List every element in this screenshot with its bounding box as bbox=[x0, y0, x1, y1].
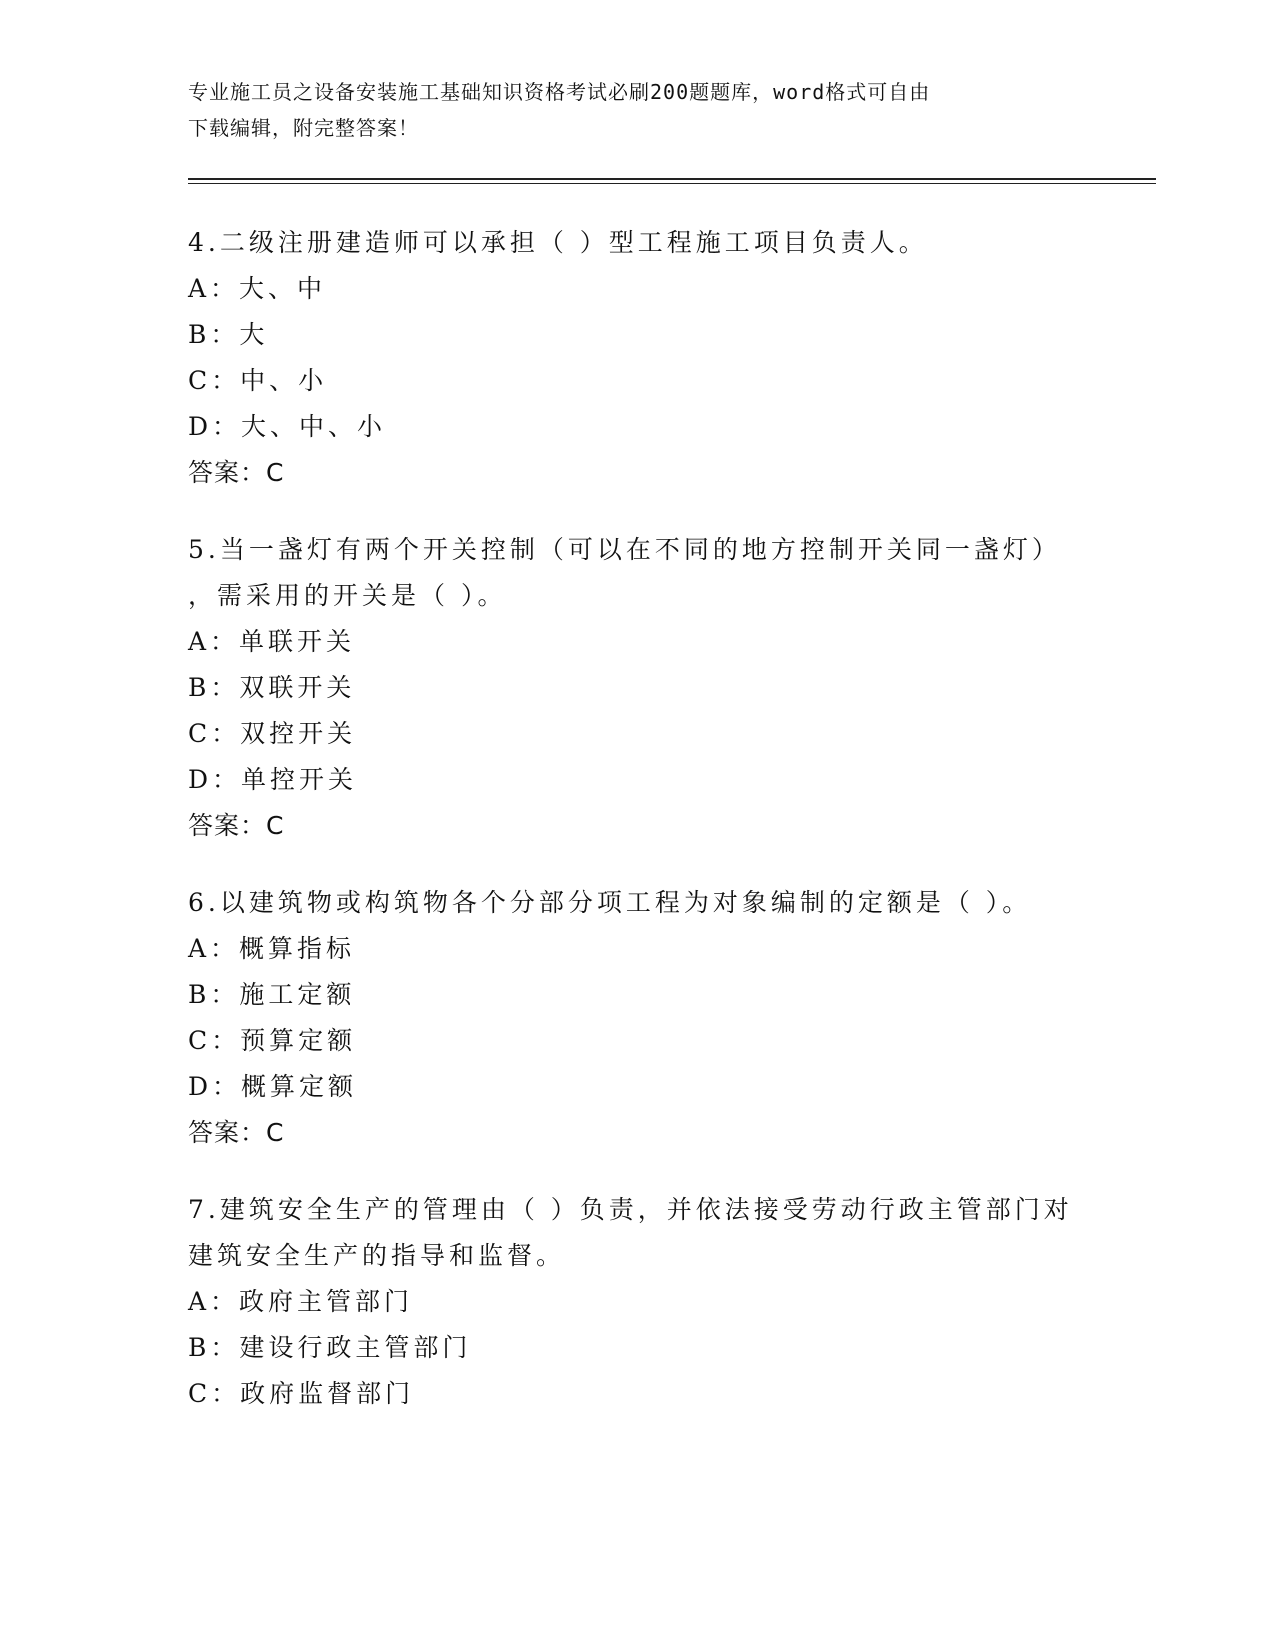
header-divider-thick bbox=[188, 178, 1156, 180]
question-stem: 4.二级注册建造师可以承担（ ）型工程施工项目负责人。 bbox=[188, 228, 928, 257]
option-b: B：双联开关 bbox=[188, 673, 356, 702]
question-4 bbox=[188, 220, 1128, 496]
question-stem: 7.建筑安全生产的管理由（ ）负责，并依法接受劳动行政主管部门对 bbox=[188, 1195, 1073, 1224]
header-divider-thin bbox=[188, 183, 1156, 184]
question-stem: 6.以建筑物或构筑物各个分部分项工程为对象编制的定额是（ ）。 bbox=[188, 888, 1032, 917]
option-c: C：预算定额 bbox=[188, 1026, 357, 1055]
option-c: C：中、小 bbox=[188, 366, 328, 395]
question-7 bbox=[188, 1187, 1128, 1417]
header-line-1: 专业施工员之设备安装施工基础知识资格考试必刷200题题库，word格式可自由 bbox=[188, 80, 931, 104]
question-6 bbox=[188, 880, 1128, 1156]
answer: 答案：C bbox=[188, 458, 285, 487]
option-c: C：政府监督部门 bbox=[188, 1379, 415, 1408]
answer: 答案：C bbox=[188, 1118, 285, 1147]
question-stem-cont: 建筑安全生产的指导和监督。 bbox=[188, 1241, 566, 1270]
option-d: D：单控开关 bbox=[188, 765, 358, 794]
option-b: B：大 bbox=[188, 320, 269, 349]
question-5 bbox=[188, 527, 1128, 849]
answer: 答案：C bbox=[188, 811, 285, 840]
option-a: A：概算指标 bbox=[188, 934, 356, 963]
option-a: A：政府主管部门 bbox=[188, 1287, 414, 1316]
option-a: A：单联开关 bbox=[188, 627, 356, 656]
question-stem-cont: ，需采用的开关是（ ）。 bbox=[188, 581, 507, 610]
header-line-2: 下载编辑，附完整答案！ bbox=[188, 116, 419, 140]
option-b: B：施工定额 bbox=[188, 980, 356, 1009]
option-a: A：大、中 bbox=[188, 274, 327, 303]
option-d: D：概算定额 bbox=[188, 1072, 358, 1101]
document-header bbox=[188, 74, 1088, 146]
question-stem: 5.当一盏灯有两个开关控制（可以在不同的地方控制开关同一盏灯） bbox=[188, 535, 1061, 564]
option-c: C：双控开关 bbox=[188, 719, 357, 748]
option-b: B：建设行政主管部门 bbox=[188, 1333, 472, 1362]
option-d: D：大、中、小 bbox=[188, 412, 387, 441]
